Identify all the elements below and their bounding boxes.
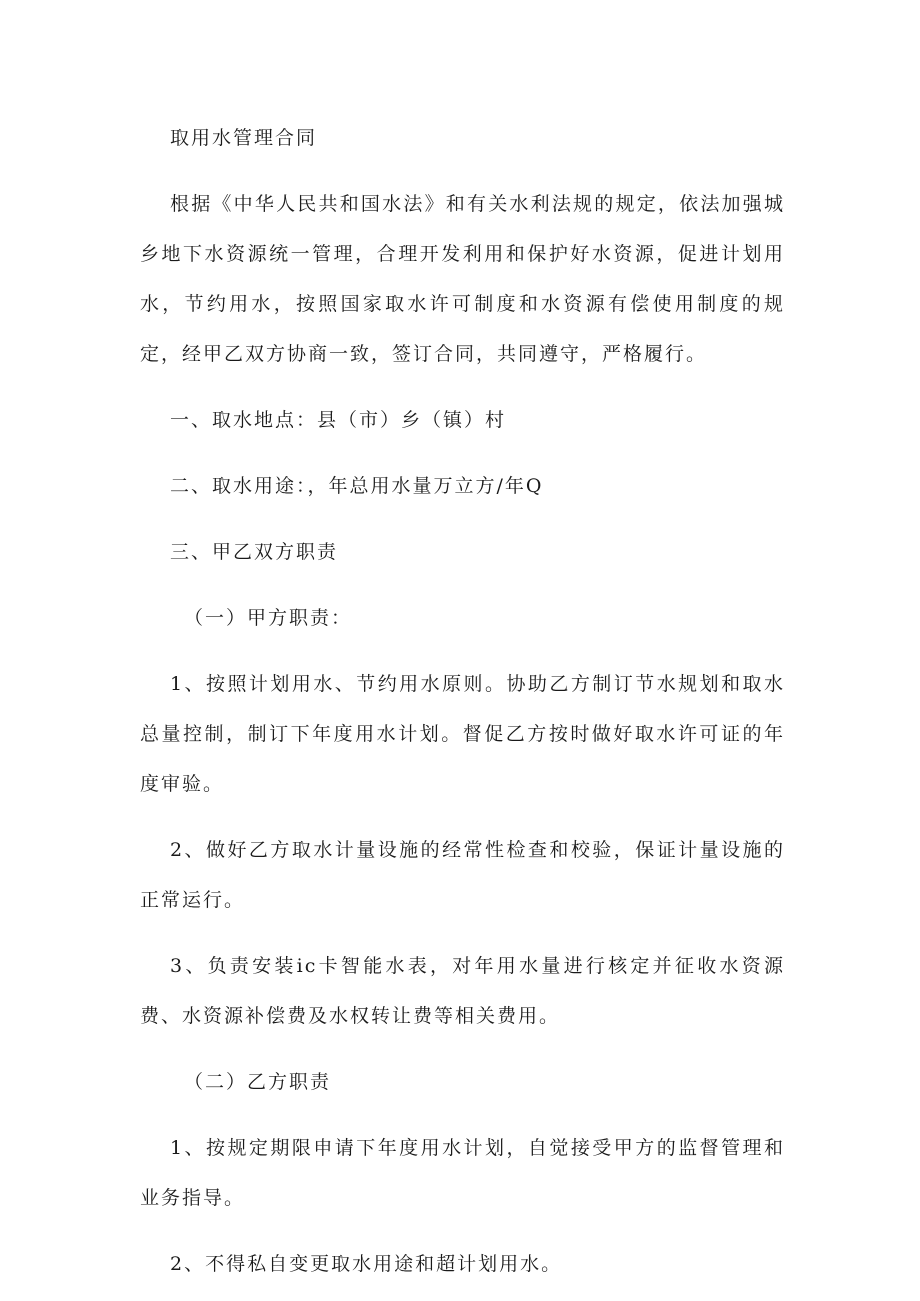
preamble-paragraph: 根据《中华人民共和国水法》和有关水利法规的规定，依法加强城乡地下水资源统一管理，合理开发利用和保护好水资源，促进计划用水，节约用水，按照国家取水许可制度和水资源有偿使用制度的规定，经甲乙双方协商一致，签订合同，共同遵守，严格履行。 [140, 193, 785, 365]
party-b-item-1: 1、按规定期限申请下年度用水计划，自觉接受甲方的监督管理和业务指导。 [140, 1137, 785, 1209]
party-a-heading: （一）甲方职责： [184, 607, 353, 629]
party-a-item-1: 1、按照计划用水、节约用水原则。协助乙方制订节水规划和取水总量控制，制订下年度用水计划。督促乙方按时做好取水许可证的年度审验。 [140, 673, 785, 795]
section-responsibilities: 三、甲乙双方职责 [170, 541, 339, 563]
party-b-item-2: 2、不得私自变更取水用途和超计划用水。 [170, 1253, 563, 1275]
party-a-item-2: 2、做好乙方取水计量设施的经常性检查和校验，保证计量设施的正常运行。 [140, 839, 785, 911]
party-b-heading: （二）乙方职责 [184, 1071, 332, 1093]
party-a-item-3: 3、负责安装ic卡智能水表，对年用水量进行核定并征收水资源费、水资源补偿费及水权转让费等相关费用。 [140, 955, 785, 1027]
section-location: 一、取水地点：县（市）乡（镇）村 [170, 409, 507, 431]
section-purpose: 二、取水用途：，年总用水量万立方/年Q [170, 475, 544, 497]
document-title: 取用水管理合同 [170, 127, 318, 149]
document-page [140, 113, 785, 1289]
